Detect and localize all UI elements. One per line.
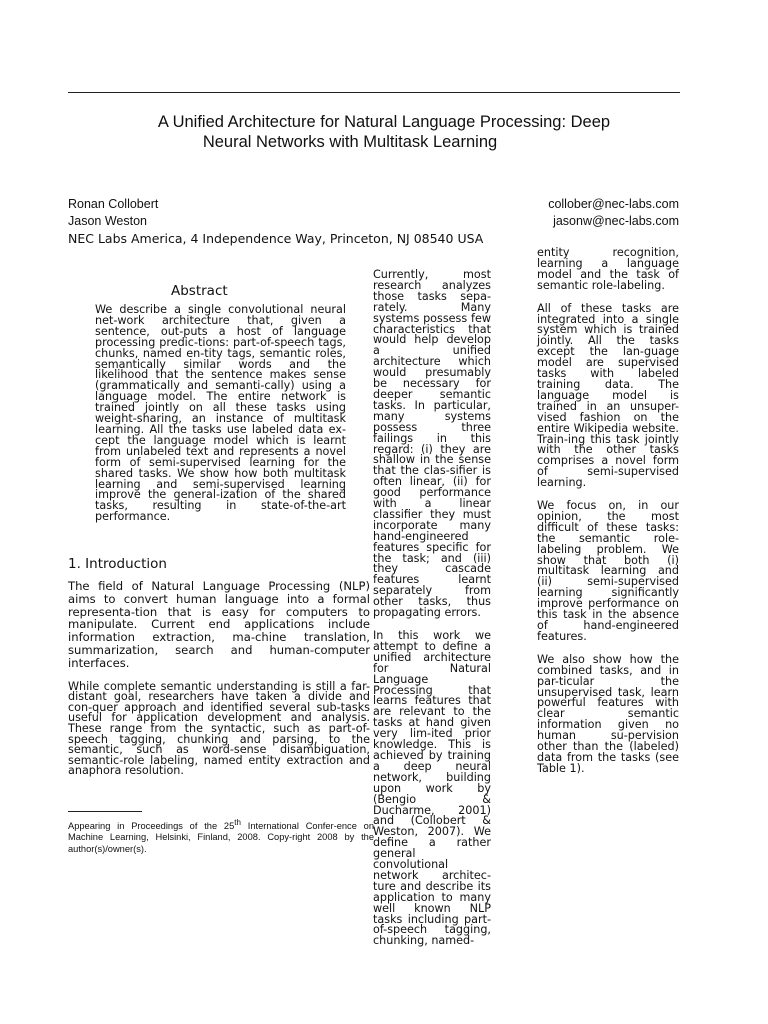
abstract-body xyxy=(95,305,346,535)
introduction-body xyxy=(68,580,370,789)
footnote-rule xyxy=(68,811,142,812)
title-line-2: Neural Networks with Multitask Learning xyxy=(202,133,498,151)
author-name: Ronan Collobert xyxy=(68,197,159,211)
paragraph: The field of Natural Language Processing (NLP) aims to convert human language into a formal representa-tion that is easy for computers to manipulate. Current end applications include information extraction, ma-chine translation, summarization, search and human-computer interfaces. xyxy=(68,579,370,670)
paragraph: entity recognition, learning a language model and the task of semantic role-labeling. xyxy=(537,246,679,292)
author-list xyxy=(68,196,158,230)
paragraph: We also show how the combined tasks, and in par-ticular the unsupervised task, learn powerful features with clear semantic information given no human su-pervision other than the (labeled) data from the tasks (see Table 1). xyxy=(537,652,679,775)
paper-title xyxy=(0,112,768,152)
column-three xyxy=(537,248,679,787)
footnote-superscript: th xyxy=(234,818,241,827)
affiliation: NEC Labs America, 4 Independence Way, Princeton, NJ 08540 USA xyxy=(68,231,484,246)
top-rule xyxy=(68,92,680,93)
title-line-1: A Unified Architecture for Natural Language Processing: Deep xyxy=(157,113,611,131)
abstract-heading: Abstract xyxy=(171,283,228,299)
introduction-heading: 1. Introduction xyxy=(68,556,167,572)
paragraph: Currently, most research analyzes those tasks sepa-rately. Many systems possess few characteristics that would help develop a unified architecture which would presumably be necessary for deeper semantic tasks. In particular, many systems possess three failings in this regard: (i) they are shallow in the sense that the clas-sifier is often linear, (ii) for good performance with a linear classifier they must incorporate many hand-engineered features specific for the task; and (iii) they cascade features learnt separately from other tasks, thus propagating errors. xyxy=(373,268,491,620)
paragraph: All of these tasks are integrated into a single system which is trained jointly. All the tasks except the lan-guage model are supervised tasks with labeled training data. The language model is trained in an unsuper-vised fashion on the entire Wikipedia website. Train-ing this task jointly with the other tasks comprises a novel form of semi-supervised learning. xyxy=(537,301,679,490)
paragraph: While complete semantic understanding is still a far-distant goal, researchers have taken a divide and con-quer approach and identified several sub-tasks useful for application development and analysis. These range from the syntactic, such as part-of-speech tagging, chunking and parsing, to the semantic, such as word-sense disambiguation, semantic-role labeling, named entity extraction and anaphora resolution. xyxy=(68,679,370,778)
paragraph: In this work we attempt to define a unified architecture for Natural Language Processing that learns features that are relevant to the tasks at hand given very lim-ited prior knowledge. This is achieved by training a deep neural network, building upon work by (Bengio & Ducharme, 2001) and (Collobert & Weston, 2007). We define a rather general convolutional network architec-ture and describe its application to many well known NLP tasks including part-of-speech tagging, chunking, named- xyxy=(373,629,491,948)
paragraph: We focus on, in our opinion, the most difficult of these tasks: the semantic role-labeling problem. We show that both (i) multitask learning and (ii) semi-supervised learning significantly improve performance on this task in the absence of hand-engineered features. xyxy=(537,499,679,643)
column-two xyxy=(373,270,491,959)
email-list xyxy=(548,196,679,230)
abstract-text: We describe a single convolutional neural net-work architecture that, given a sentence, out-puts a host of language processing predic-tions: part-of-speech tags, chunks, named en-tity tags, semantic roles, semantically similar words and the likelihood that the sentence makes sense (grammatically and semanti-cally) using a language model. The entire network is trained jointly on all these tasks using weight-sharing, an instance of multitask learning. All the tasks use labeled data ex-cept the language model which is learnt from unlabeled text and represents a novel form of semi-supervised learning for the shared tasks. We show how both multitask learning and semi-supervised learning improve the general-ization of the shared tasks, resulting in state-of-the-art performance. xyxy=(95,303,346,524)
author-email: collober@nec-labs.com xyxy=(548,197,679,211)
author-email: jasonw@nec-labs.com xyxy=(553,214,679,228)
footnote-text-end: International Confer-ence on Machine Learning, Helsinki, Finland, 2008. Copy-right 2008 by the author(s)/owner(s). xyxy=(68,821,374,854)
footnote xyxy=(68,817,374,855)
author-name: Jason Weston xyxy=(68,214,147,228)
footnote-text-start: Appearing in Proceedings of the 25 xyxy=(68,821,235,832)
